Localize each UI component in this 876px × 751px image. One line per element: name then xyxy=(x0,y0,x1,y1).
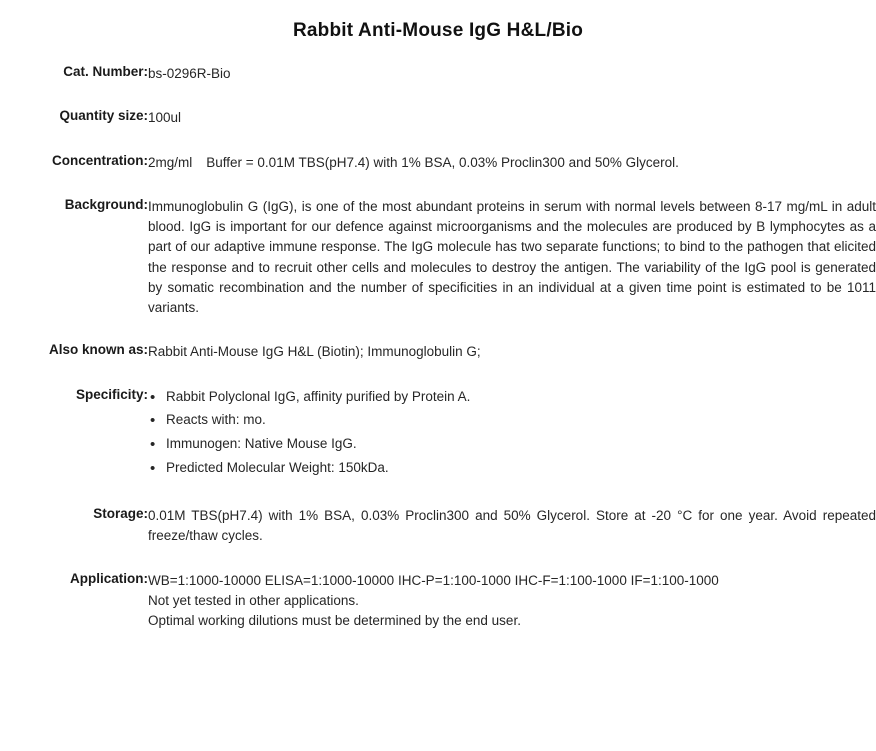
application-note-optimal: Optimal working dilutions must be determined by the end user. xyxy=(148,613,521,629)
value-concentration xyxy=(148,153,876,197)
label-cat-number: Cat. Number: xyxy=(63,64,148,79)
label-concentration: Concentration: xyxy=(52,152,148,168)
value-cat-number: bs-0296R-Bio xyxy=(148,66,231,81)
table-row-application xyxy=(0,571,876,656)
table-row-concentration xyxy=(0,153,876,197)
value-quantity-size: 100ul xyxy=(148,110,182,126)
concentration-buffer: Buffer = 0.01M TBS(pH7.4) with 1% BSA, 0.03% Proclin300 and 50% Glycerol. xyxy=(206,154,679,170)
list-item: • Rabbit Polyclonal IgG, affinity purified by Protein A. xyxy=(148,387,876,408)
value-storage: 0.01M TBS(pH7.4) with 1% BSA, 0.03% Proclin300 and 50% Glycerol. Store at -20 °C for one year. Avoid repeated freeze/thaw cycles. xyxy=(148,508,876,544)
table-row-also-known-as xyxy=(0,342,876,386)
table-row-cat-number xyxy=(0,64,876,108)
datasheet-page xyxy=(0,20,876,751)
concentration-amount: 2mg/ml xyxy=(148,154,193,170)
table-row-storage xyxy=(0,506,876,571)
specification-table xyxy=(0,64,876,655)
table-row-background xyxy=(0,197,876,343)
table-row-quantity-size xyxy=(0,108,876,152)
application-dilutions: WB=1:1000-10000 ELISA=1:1000-10000 IHC-P=1:100-1000 IHC-F=1:100-1000 IF=1:100-1000 xyxy=(148,572,719,588)
label-background: Background: xyxy=(64,196,148,212)
value-also-known-as: Rabbit Anti-Mouse IgG H&L (Biotin); Immunoglobulin G; xyxy=(148,344,481,360)
specificity-list xyxy=(148,387,876,480)
label-specificity: Specificity: xyxy=(75,386,148,402)
list-item: • Predicted Molecular Weight: 150kDa. xyxy=(148,458,876,479)
list-item: • Reacts with: mo. xyxy=(148,410,876,431)
label-storage: Storage: xyxy=(93,506,148,522)
label-also-known-as: Also known as: xyxy=(48,342,148,358)
value-application xyxy=(148,571,876,656)
label-quantity-size: Quantity size: xyxy=(59,108,148,124)
application-note-untested: Not yet tested in other applications. xyxy=(148,592,359,608)
table-row-specificity xyxy=(0,387,876,507)
list-item: • Immunogen: Native Mouse IgG. xyxy=(148,434,876,455)
page-title: Rabbit Anti-Mouse IgG H&L/Bio xyxy=(292,20,584,41)
value-background: Immunoglobulin G (IgG), is one of the most abundant proteins in serum with normal levels between 8-17 mg/mL in adult blood. IgG is important for our defence against microorganisms and the molecules are produced by B lymphocytes as a part of our adaptive immune response. The IgG molecule has two separate functions; to bind to the pathogen that elicited the response and to recruit other cells and molecules to destroy the antigen. The variability of the IgG pool is generated by somatic recombination and the number of specificities in an individual at a given time point is estimated to be 1011 variants. xyxy=(148,198,876,315)
label-application: Application: xyxy=(70,570,148,586)
value-specificity xyxy=(148,387,876,507)
